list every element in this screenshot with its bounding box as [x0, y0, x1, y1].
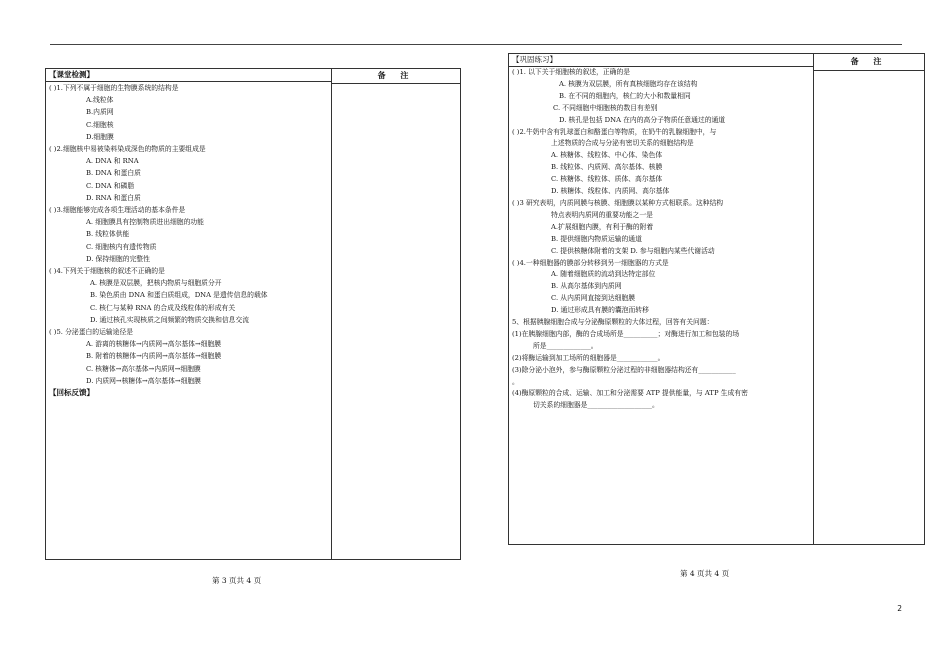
option: C. 提供核糖体附着的支架 D. 参与细胞内某些代谢活动: [551, 246, 715, 255]
option: D. RNA 和蛋白质: [86, 193, 141, 202]
section-title-class-test: 【课堂检测】: [46, 69, 331, 82]
question-2: [509, 127, 813, 198]
option: D. 保持细胞的完整性: [86, 254, 150, 263]
option: A. 核膜为双层膜，所有真核细胞均存在该结构: [559, 79, 698, 88]
section-title-feedback: 【回标反馈】: [49, 388, 94, 398]
option: D. 核孔是包括 DNA 在内的高分子物质任意通过的通道: [559, 115, 726, 124]
question-stem-continued: 上述物质的合成与分泌有密切关系的细胞结构是: [551, 139, 694, 148]
option: C. 核糖体、线粒体、质体、高尔基体: [551, 175, 663, 184]
notes-header: 备 注: [332, 69, 460, 84]
option: C. DNA 和磷脂: [86, 181, 135, 190]
question-5-intro: 5、根据胰腺细胞合成与分泌酶原颗粒的大体过程，回答有关问题：: [512, 318, 714, 327]
option: B.内质网: [86, 108, 114, 117]
option: D. 通过核孔实现核质之间频繁的物质交换和信息交流: [90, 315, 250, 324]
right-main-column: [509, 54, 813, 544]
option: C. 核仁与某种 RNA 的合成及线粒体的形成有关: [90, 303, 236, 312]
question-stem-continued: 特点表明内质网的重要功能之一是: [551, 210, 653, 219]
question-stem: ( )1. 以下关于细胞核的叙述，正确的是: [512, 68, 631, 76]
option: C. 不同细胞中细胞核的数目有差别: [553, 103, 658, 112]
left-notes-column: [331, 69, 460, 559]
question-5-part: (3)除分泌小泡外，参与酶原颗粒分泌过程的非细胞器结构还有___________: [512, 365, 736, 374]
question-5: [509, 317, 813, 412]
section-title-practice: 【巩固练习】: [509, 54, 813, 67]
option: B. 线粒体、内质网、高尔基体、核膜: [551, 163, 663, 172]
left-main-column: [46, 69, 331, 559]
question-1: [509, 67, 813, 127]
header-rule: [50, 44, 902, 45]
question-stem: ( )2.牛奶中含有乳球蛋白和酪蛋白等物质，在奶牛的乳腺细胞中，与: [512, 127, 717, 136]
question-stem: ( )3 研究表明，内质网膜与核膜、细胞膜以某种方式相联系。这种结构: [512, 198, 724, 207]
question-5-part: (1)在胰腺细胞内部，酶的合成场所是__________；对酶进行加工和包装的场: [512, 329, 740, 338]
option: B. 从高尔基体到内质网: [551, 282, 622, 291]
question-5-part: (4)酶原颗粒的合成、运输、加工和分泌需要 ATP 提供能量，与 ATP 生成有密: [512, 389, 748, 398]
question-2: [46, 143, 331, 204]
option: D. 内质网→核糖体→高尔基体→细胞膜: [86, 376, 201, 385]
right-notes-column: [813, 54, 924, 544]
option: C. 细胞核内有遗传物质: [86, 242, 157, 251]
question-stem: ( )3.细胞能够完成各项生理活动的基本条件是: [49, 206, 186, 215]
option: C. 从内质网直接到达细胞膜: [551, 294, 636, 303]
page-number: 2: [897, 604, 902, 613]
question-stem: ( )1.下列不属于细胞的生物膜系统的结构是: [49, 84, 179, 92]
option: D.细胞膜: [86, 132, 114, 141]
question-stem: ( )4.下列关于细胞核的叙述不正确的是: [49, 267, 165, 276]
question-1: [46, 82, 331, 143]
left-page-footer: 第 3 页共 4 页: [212, 576, 262, 585]
question-stem: ( )2.细胞核中易被染料染成深色的物质的主要组成是: [49, 145, 206, 154]
question-5: [46, 326, 331, 387]
option: A.扩展细胞内膜，有利于酶的附着: [551, 222, 654, 231]
option: D. 通过形成具有膜的囊泡而转移: [551, 306, 649, 315]
option: B. 线粒体供能: [86, 230, 130, 239]
option: B. 附着的核糖体→内质网→高尔基体→细胞膜: [86, 352, 222, 361]
left-page-sheet: [45, 68, 461, 560]
right-page-footer: 第 4 页共 4 页: [680, 569, 730, 578]
option: A. 随着细胞质的流动到达特定部位: [551, 270, 656, 279]
right-page-sheet: [508, 53, 925, 545]
question-5-part: 切关系的细胞器是___________________。: [533, 401, 659, 410]
option: A. 游离的核糖体→内质网→高尔基体→细胞膜: [86, 340, 222, 349]
option: B. 在不同的细胞内，核仁的大小和数量相同: [559, 91, 691, 100]
question-4: [509, 258, 813, 318]
option: B. 提供细胞内物质运输的通道: [551, 234, 642, 243]
question-4: [46, 265, 331, 326]
option: C.细胞核: [86, 120, 114, 129]
option: D. 核糖体、线粒体、内质网、高尔基体: [551, 187, 670, 196]
question-5-part: 。: [512, 377, 519, 386]
question-3: [509, 198, 813, 258]
question-5-part: (2)将酶运输到加工场所的细胞器是____________。: [512, 353, 665, 362]
notes-header: 备 注: [814, 54, 924, 71]
question-stem: ( )4.一种细胞器的膜部分转移到另一细胞器的方式是: [512, 258, 669, 267]
option: A. 细胞膜具有控制物质进出细胞的功能: [86, 218, 204, 227]
question-5-part: 所是_____________。: [533, 341, 598, 350]
option: A.线粒体: [86, 96, 114, 105]
option: B. DNA 和蛋白质: [86, 169, 141, 178]
option: C. 核糖体→高尔基体→内质网→细胞膜: [86, 364, 201, 373]
option: A. DNA 和 RNA: [86, 157, 139, 166]
option: A. 核糖体、线粒体、中心体、染色体: [551, 151, 663, 160]
option: A. 核膜是双层膜，把核内物质与细胞质分开: [90, 279, 222, 288]
option: B. 染色质由 DNA 和蛋白质组成，DNA 是遗传信息的载体: [90, 291, 268, 300]
question-3: [46, 204, 331, 265]
question-stem: ( )5. 分泌蛋白的运输途径是: [49, 328, 134, 337]
